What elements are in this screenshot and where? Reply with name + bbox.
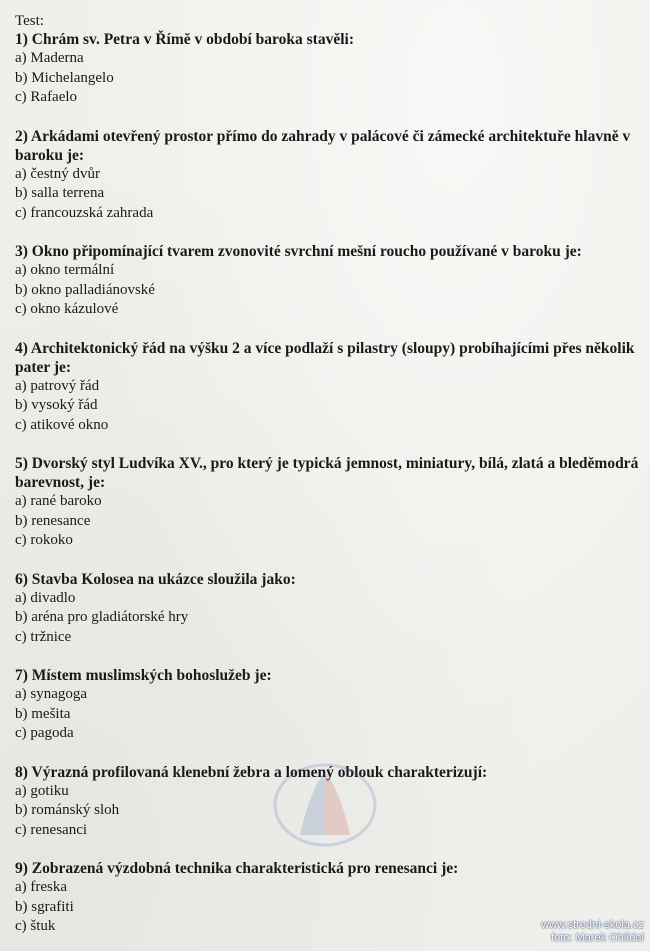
- answer-option: c) renesanci: [15, 821, 88, 838]
- website-credit: www.stredni-skola.cz: [541, 919, 644, 931]
- question-5: [15, 454, 640, 551]
- answer-option: b) aréna pro gladiátorské hry: [15, 609, 189, 625]
- answer-option: b) mešita: [15, 705, 71, 722]
- answer-option: c) Rafaelo: [15, 89, 78, 105]
- answer-option: b) salla terrena: [15, 185, 105, 201]
- answer-option: b) renesance: [15, 512, 91, 529]
- answer-option: c) štuk: [15, 918, 56, 934]
- answer-option: a) freska: [15, 879, 68, 895]
- question-text: 5) Dvorský styl Ludvíka XV., pro který je typická jemnost, miniatury, bílá, zlatá a bleděmodrá barevnost, je:: [15, 455, 639, 491]
- question-6: [15, 570, 640, 648]
- photographer-credit: foto: Marek Ohlídal: [551, 932, 644, 944]
- answer-option: a) čestný dvůr: [15, 165, 100, 182]
- answer-option: b) románský sloh: [15, 802, 120, 818]
- question-text: 2) Arkádami otevřený prostor přímo do zahrady v palácové či zámecké architektuře hlavně v baroku je:: [15, 127, 631, 164]
- question-text: 9) Zobrazená výzdobná technika charakteristická pro renesanci je:: [15, 860, 459, 877]
- answer-option: c) atikové okno: [15, 416, 109, 433]
- question-text: 8) Výrazná profilovaná klenební žebra a lomený oblouk charakterizují:: [15, 763, 488, 781]
- answer-option: b) sgrafiti: [15, 898, 74, 915]
- answer-option: a) gotiku: [15, 782, 69, 799]
- answer-option: a) okno termální: [15, 262, 115, 278]
- answer-option: b) okno palladiánovské: [15, 281, 155, 298]
- answer-option: a) divadlo: [15, 589, 76, 606]
- question-3: [15, 242, 640, 320]
- question-2: [15, 127, 640, 224]
- answer-option: a) patrový řád: [15, 377, 100, 394]
- question-4: [15, 339, 640, 436]
- question-text: 6) Stavba Kolosea na ukázce sloužila jako:: [15, 570, 296, 588]
- question-1: [15, 30, 640, 108]
- question-text: 3) Okno připomínající tvarem zvonovité svrchní mešní roucho používané v baroku je:: [15, 243, 582, 260]
- answer-option: c) francouzská zahrada: [15, 204, 154, 221]
- test-label: Test:: [15, 13, 44, 29]
- school-seal-watermark: [270, 760, 380, 850]
- answer-option: c) rokoko: [15, 532, 73, 548]
- question-7: [15, 666, 640, 744]
- answer-option: a) rané baroko: [15, 493, 102, 509]
- answer-option: c) pagoda: [15, 725, 74, 741]
- question-text: 7) Místem muslimských bohoslužeb je:: [15, 667, 272, 684]
- question-text: 4) Architektonický řád na výšku 2 a více podlaží s pilastry (sloupy) probíhajícími přes několik pater je:: [15, 339, 635, 376]
- answer-option: b) Michelangelo: [15, 69, 114, 86]
- photo-credit: [541, 919, 644, 945]
- question-text: 1) Chrám sv. Petra v Římě v období baroka stavěli:: [15, 31, 354, 48]
- answer-option: c) okno kázulové: [15, 301, 119, 317]
- answer-option: b) vysoký řád: [15, 397, 98, 413]
- answer-option: a) synagoga: [15, 686, 88, 702]
- answer-option: c) tržnice: [15, 628, 72, 645]
- answer-option: a) Maderna: [15, 50, 84, 66]
